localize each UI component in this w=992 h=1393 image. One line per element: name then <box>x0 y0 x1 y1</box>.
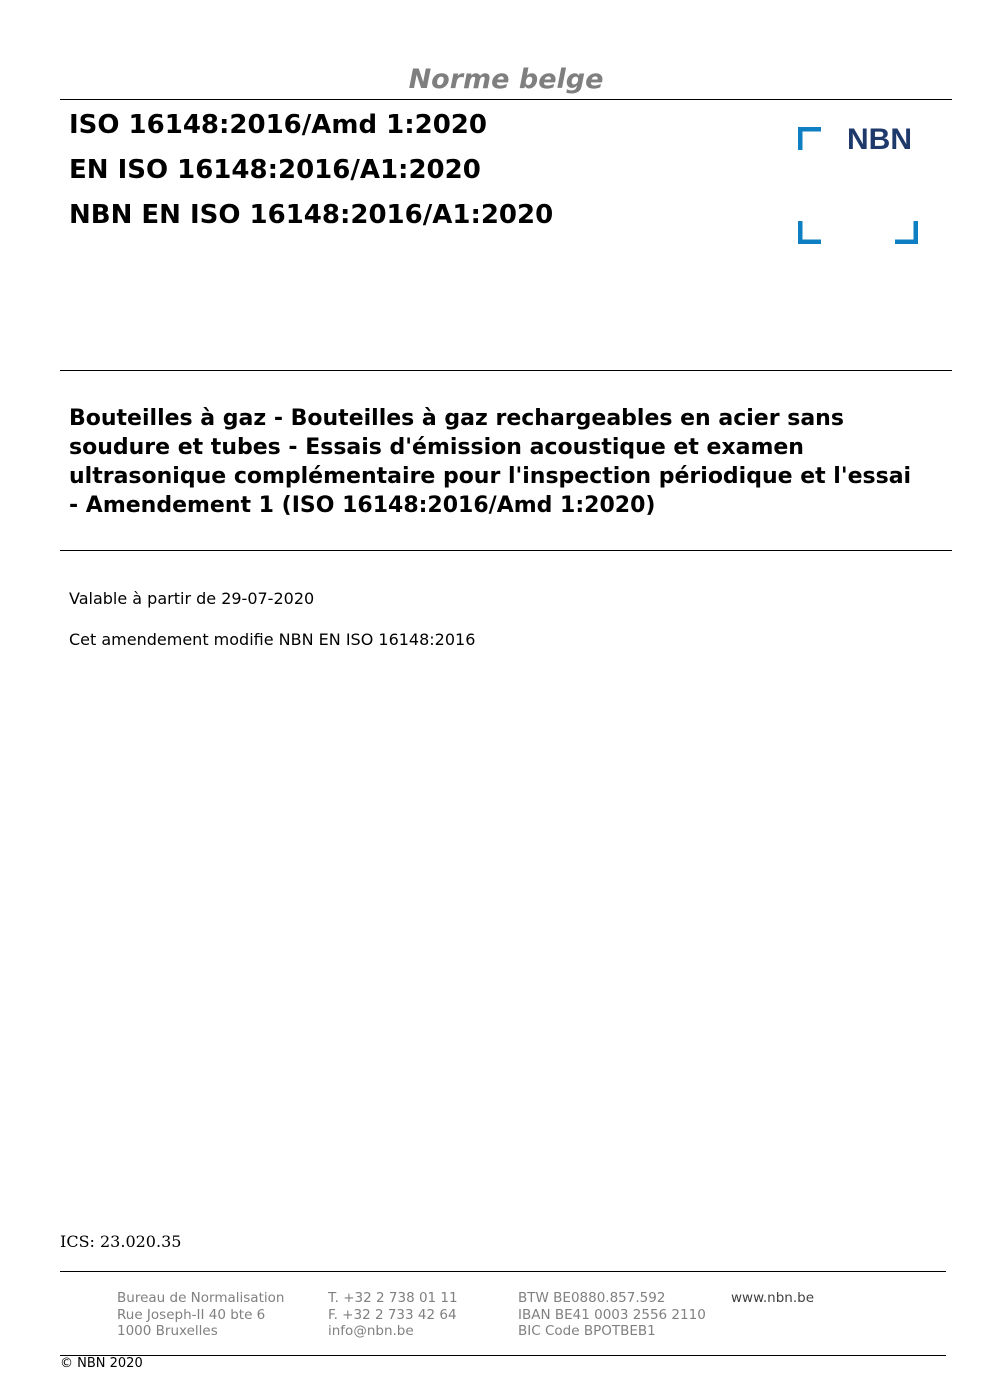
footer-fax: F. +32 2 733 42 64 <box>328 1306 457 1323</box>
footer-address <box>117 1290 284 1340</box>
validity-date: Valable à partir de 29-07-2020 <box>69 589 315 608</box>
footer-website[interactable] <box>731 1290 814 1307</box>
footer-address-line: Rue Joseph-II 40 bte 6 <box>117 1306 266 1323</box>
footer-phone: T. +32 2 738 01 11 <box>328 1290 458 1306</box>
standard-nbn-number: NBN EN ISO 16148:2016/A1:2020 <box>69 200 554 230</box>
top-divider <box>60 99 952 100</box>
title-bottom-divider <box>60 550 952 551</box>
nbn-logo <box>795 123 921 247</box>
footer-bottom-divider <box>60 1355 946 1356</box>
standard-iso-number: ISO 16148:2016/Amd 1:2020 <box>69 110 487 140</box>
ics-code: ICS: 23.020.35 <box>60 1232 182 1251</box>
footer-iban: IBAN BE41 0003 2556 2110 <box>518 1306 706 1323</box>
amendment-note: Cet amendement modifie NBN EN ISO 16148:2016 <box>69 630 476 649</box>
footer-address-line: Bureau de Normalisation <box>117 1290 285 1306</box>
footer-website-link[interactable]: www.nbn.be <box>731 1290 815 1306</box>
footer-contact <box>328 1290 458 1340</box>
standard-en-number: EN ISO 16148:2016/A1:2020 <box>69 155 481 185</box>
document-type-label: Norme belge <box>408 64 604 95</box>
copyright: © NBN 2020 <box>60 1356 143 1371</box>
footer-top-divider <box>60 1271 946 1272</box>
footer-email[interactable]: info@nbn.be <box>328 1323 414 1339</box>
document-title: Bouteilles à gaz - Bouteilles à gaz rechargeables en acier sans soudure et tubes - Essais d'émission acoustique et examen ultrasonique complémentaire pour l'inspection périodique et l'essai - Amendement 1 (ISO 16148:2016/Amd 1:2020) <box>69 406 912 518</box>
footer-vat: BTW BE0880.857.592 <box>518 1290 666 1306</box>
logo-text: NBN <box>847 123 912 156</box>
footer-bic: BIC Code BPOTBEB1 <box>518 1323 656 1339</box>
title-top-divider <box>60 370 952 371</box>
footer-address-line: 1000 Bruxelles <box>117 1323 218 1339</box>
footer-bank <box>518 1290 706 1340</box>
